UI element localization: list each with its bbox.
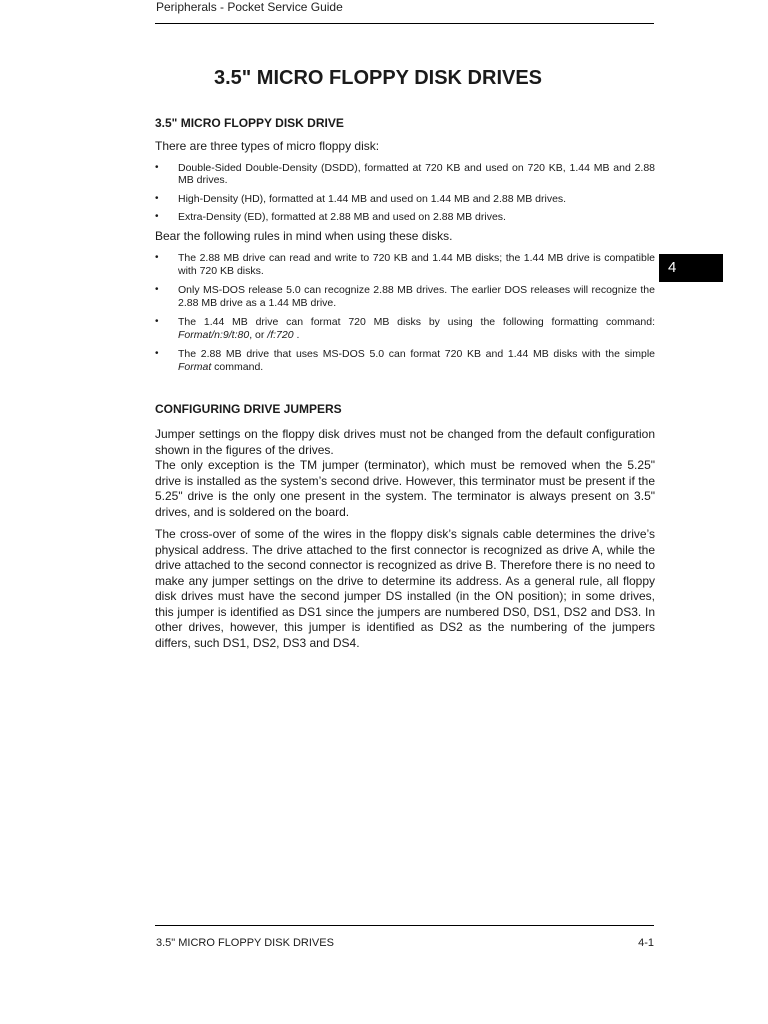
footer-title: 3.5" MICRO FLOPPY DISK DRIVES	[156, 937, 334, 949]
disk-types-intro: There are three types of micro floppy disk:	[155, 139, 380, 153]
list-item-text: The 1.44 MB drive can format 720 MB disks by using the following formatting command:	[178, 316, 655, 328]
page-number: 4-1	[638, 937, 654, 949]
page-title: 3.5" MICRO FLOPPY DISK DRIVES	[213, 67, 543, 89]
list-item-text: , or	[249, 328, 268, 341]
list-item-text: High-Density (HD), formatted at 1.44 MB and used on 1.44 MB and 2.88 MB drives.	[178, 192, 567, 205]
header-rule	[155, 23, 654, 24]
list-item-text: The 2.88 MB drive can read and write to 720 KB and 1.44 MB disks; the 1.44 MB drive is compatible with 720 KB disks.	[178, 252, 655, 277]
rules-list	[155, 252, 655, 373]
list-item	[155, 252, 655, 277]
bullet-icon: •	[155, 211, 159, 222]
list-item	[155, 316, 655, 341]
bullet-icon: •	[155, 348, 159, 359]
list-item-text: Double-Sided Double-Density (DSDD), formatted at 720 KB and used on 720 KB, 1.44 MB and 2.88 MB drives.	[178, 161, 655, 186]
list-item-text: Extra-Density (ED), formatted at 2.88 MB and used on 2.88 MB drives.	[178, 211, 506, 223]
list-item	[155, 211, 655, 224]
list-item	[155, 193, 655, 206]
bullet-icon: •	[155, 192, 159, 204]
format-command: Format	[178, 360, 212, 373]
format-command: Format/n:9/t:80	[178, 328, 250, 341]
bullet-icon: •	[155, 284, 159, 295]
list-item-text: command.	[211, 360, 264, 373]
bullet-icon: •	[155, 252, 159, 263]
list-item-text: .	[293, 328, 300, 341]
page-content	[155, 116, 655, 651]
bullet-icon: •	[155, 161, 159, 173]
section-heading-drive-jumpers: CONFIGURING DRIVE JUMPERS	[155, 402, 342, 416]
list-item	[155, 284, 655, 309]
running-head: Peripherals - Pocket Service Guide	[156, 0, 343, 14]
list-item-text: Only MS-DOS release 5.0 can recognize 2.88 MB drives. The earlier DOS releases will recognize the 2.88 MB drive as a 1.44 MB drive.	[178, 284, 655, 309]
jumper-paragraph-2: The cross-over of some of the wires in the floppy disk’s signals cable determines the drive’s physical address. The drive attached to the first connector is recognized as drive A, while the drive attached to the second connector is recognized as drive B. Therefore there is no need to make any jumper settings on the drive to determine its address. As a general rule, all floppy disk drives must have the second jumper DS installed (in the ON position); in some drives, this jumper is identified as DS1 since the jumpers are numbered DS0, DS1, DS2 and DS3. In other drives, however, this jumper is identified as DS2 as the numbering of the jumpers differs, such DS1, DS2, DS3 and DS4.	[155, 527, 655, 650]
rules-intro: Bear the following rules in mind when using these disks.	[155, 228, 453, 243]
disk-types-list	[155, 162, 655, 224]
list-item-text: The 2.88 MB drive that uses MS-DOS 5.0 can format 720 KB and 1.44 MB disks with the simple	[178, 348, 655, 360]
list-item	[155, 162, 655, 187]
chapter-tab: 4	[659, 254, 723, 282]
jumper-paragraph-1b: The only exception is the TM jumper (terminator), which must be removed when the 5.25" drive is installed as the system’s second drive. However, this terminator must be present if the 5.25" drive is the only one present in the system. The terminator is always present on 3.5" drives, and is soldered on the board.	[155, 458, 655, 519]
list-item	[155, 348, 655, 373]
jumper-paragraph-1a: Jumper settings on the floppy disk drives must not be changed from the default configuration shown in the figures of the drives.	[155, 427, 655, 457]
footer-rule	[155, 925, 654, 926]
format-command-alt: /f:720	[267, 328, 294, 341]
bullet-icon: •	[155, 316, 159, 327]
section-heading-floppy-drive: 3.5" MICRO FLOPPY DISK DRIVE	[155, 116, 344, 130]
